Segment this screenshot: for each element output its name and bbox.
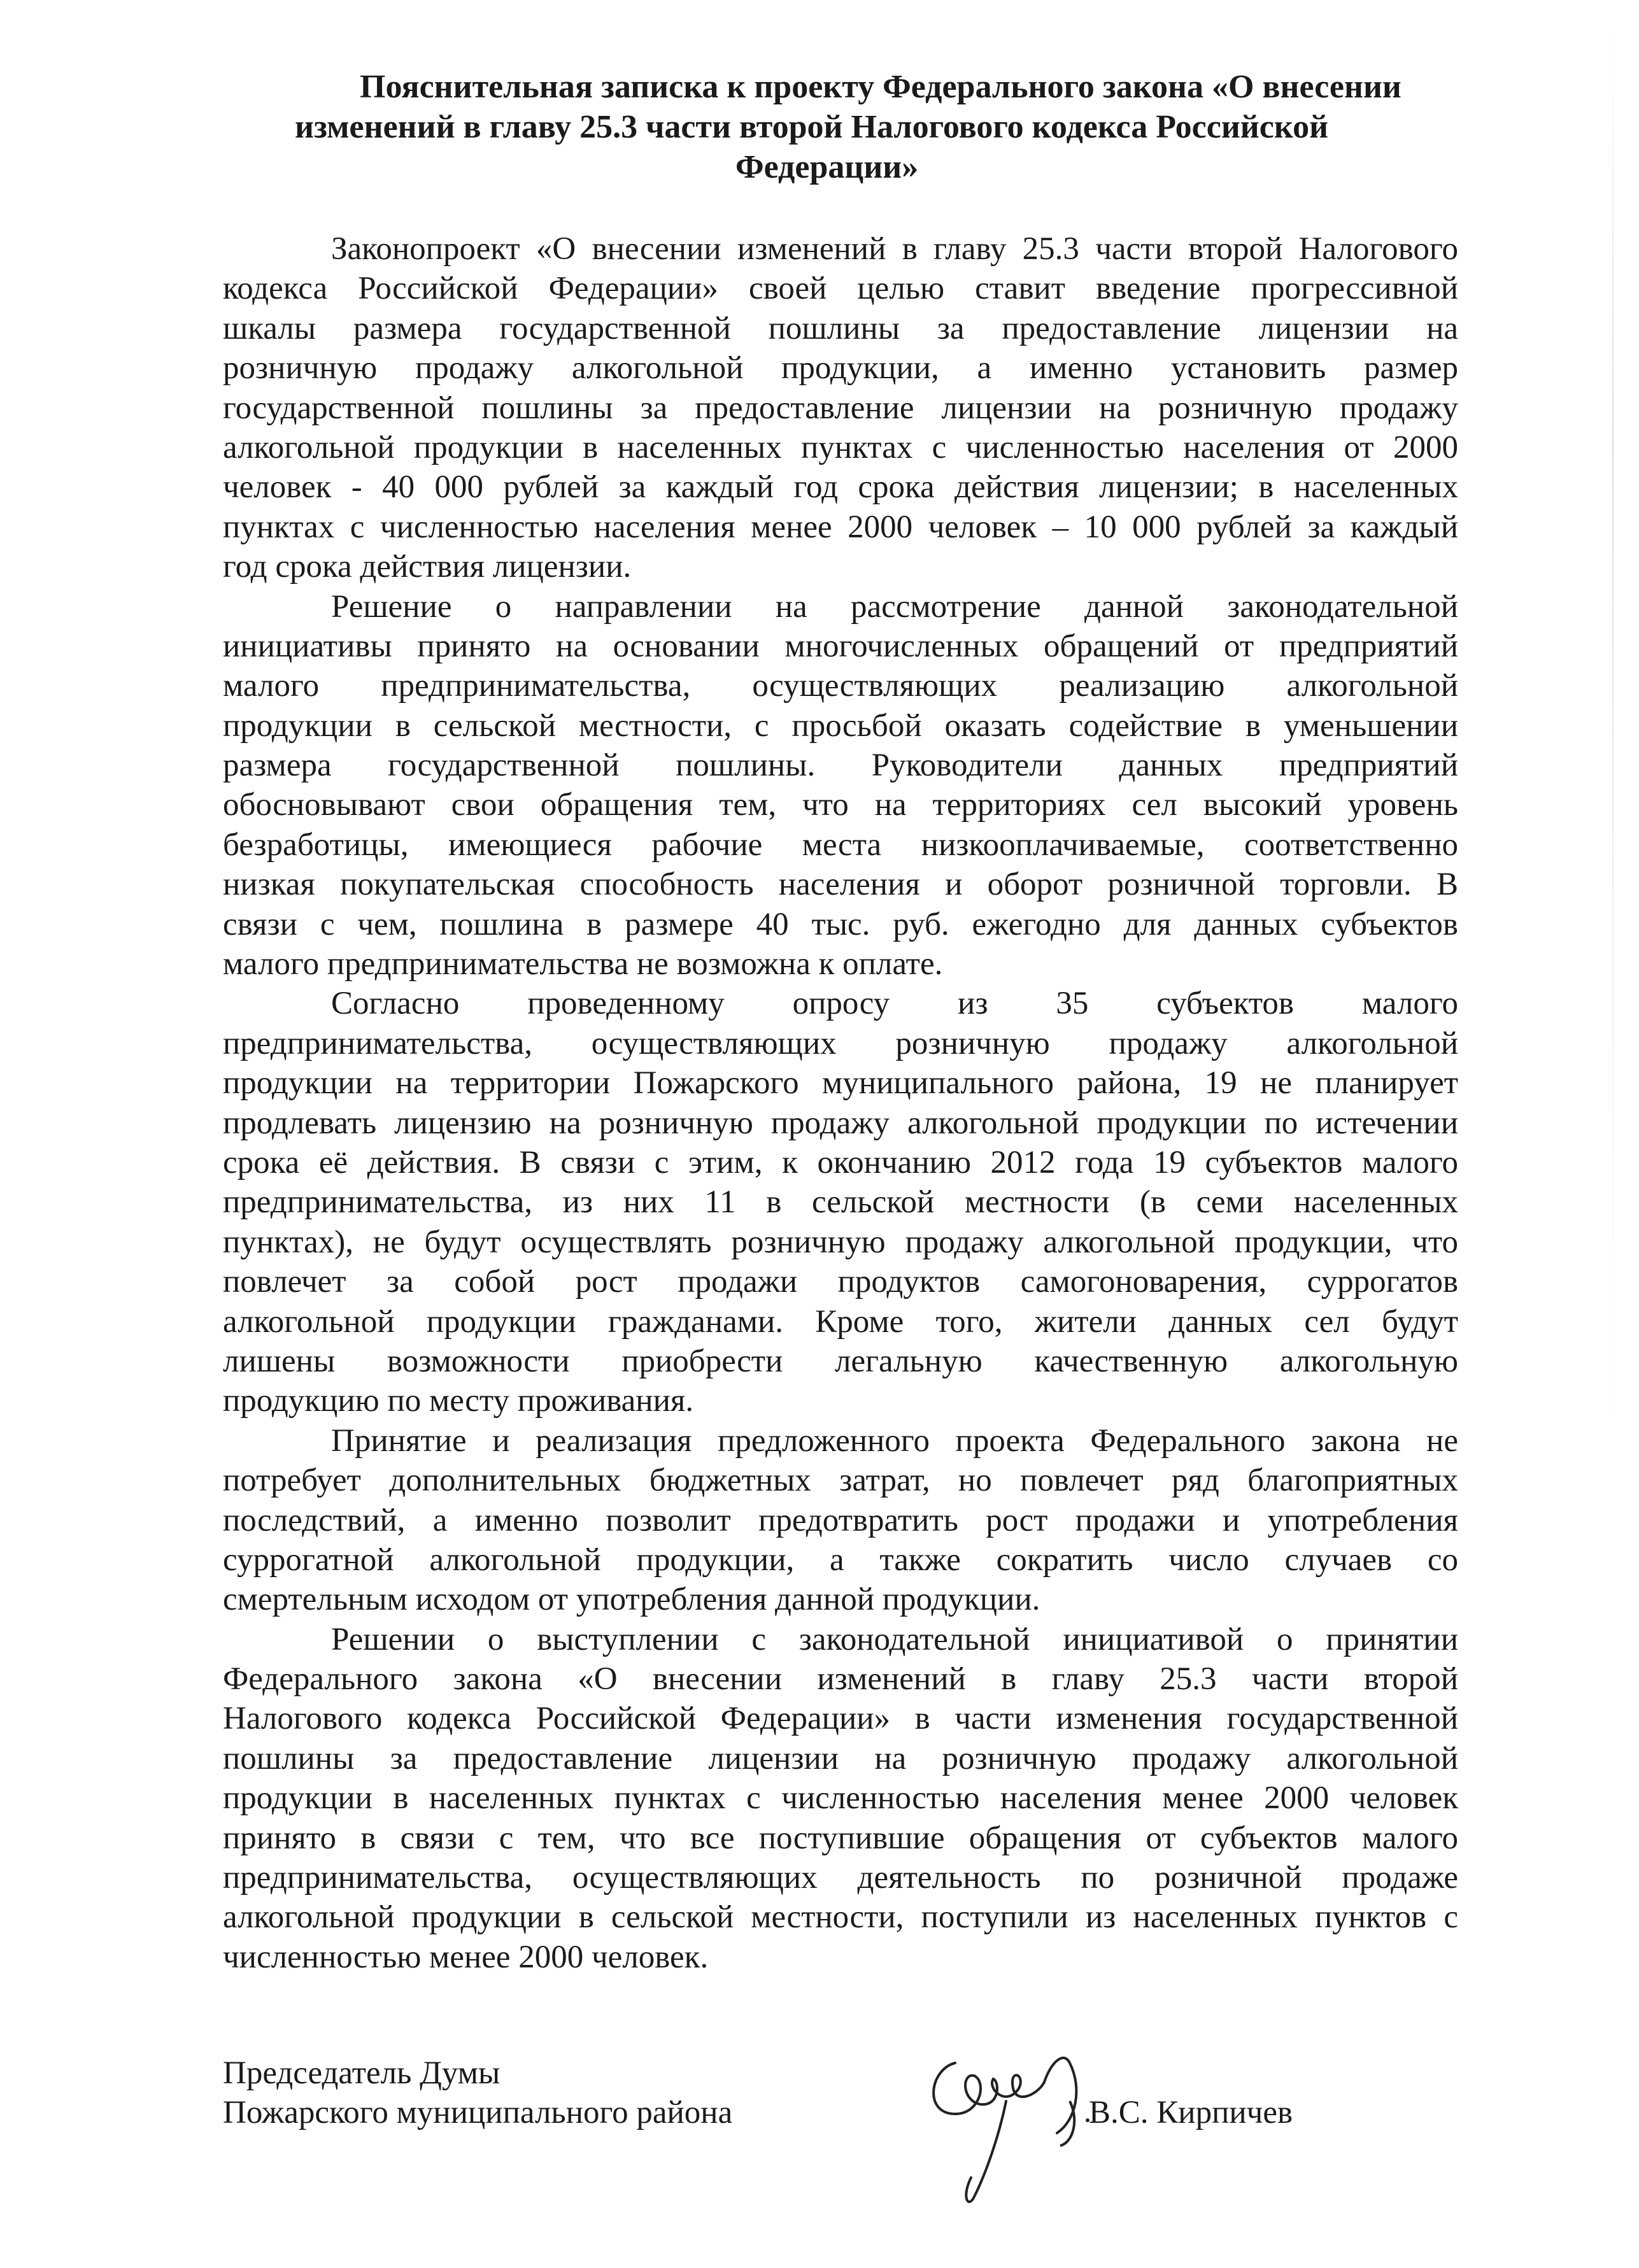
paragraph	[223, 229, 1458, 587]
text-line: алкогольной продукции в населенных пунктах с численностью населения от 2000	[223, 429, 1458, 465]
text-line: розничную продажу алкогольной продукции, а именно установить размер	[223, 350, 1458, 386]
text-line: Налогового кодекса Российской Федерации» в части изменения государственной	[223, 1701, 1458, 1737]
text-line: предпринимательства, из них 11 в сельской местности (в семи населенных	[223, 1184, 1458, 1221]
text-line: Решении о выступлении с законодательной инициативой о принятии	[331, 1621, 1458, 1657]
text-line: Принятие и реализация предложенного проекта Федерального закона не	[331, 1422, 1458, 1459]
text-line: продлевать лицензию на розничную продажу алкогольной продукции по истечении	[223, 1105, 1458, 1141]
text-line: смертельным исходом от употребления данной продукции.	[223, 1582, 1040, 1618]
text-line: малого предпринимательства, осуществляющих реализацию алкогольной	[223, 668, 1458, 704]
position-line: Пожарского муниципального района	[223, 2095, 733, 2130]
text-line: пошлины за предоставление лицензии на розничную продажу алкогольной	[223, 1740, 1458, 1776]
text-line: срока её действия. В связи с этим, к окончанию 2012 года 19 субъектов малого	[223, 1144, 1458, 1180]
text-line: продукции в сельской местности, с просьбой оказать содействие в уменьшении	[223, 707, 1458, 744]
text-line: предпринимательства, осуществляющих розничную продажу алкогольной	[223, 1025, 1458, 1061]
text-line: инициативы принято на основании многочисленных обращений от предприятий	[223, 628, 1458, 664]
text-line: алкогольной продукции гражданами. Кроме того, жители данных сел будут	[223, 1303, 1458, 1340]
text-line: последствий, а именно позволит предотвратить рост продажи и употребления	[223, 1502, 1458, 1538]
title-line: изменений в главу 25.3 части второй Налогового кодекса Российской	[295, 109, 1329, 145]
text-line: низкая покупательская способность населения и оборот розничной торговли. В	[223, 867, 1458, 903]
text-line: повлечет за собой рост продажи продуктов самогоноварения, суррогатов	[223, 1264, 1458, 1300]
handwritten-signature	[917, 2025, 1108, 2216]
text-line: предпринимательства, осуществляющих деятельность по розничной продаже	[223, 1860, 1458, 1896]
text-line: численностью менее 2000 человек.	[223, 1939, 709, 1975]
text-line: суррогатной алкогольной продукции, а также сократить число случаев со	[223, 1542, 1458, 1578]
paragraph	[223, 984, 1458, 1421]
text-line: Федерального закона «О внесении изменений в главу 25.3 части второй	[223, 1661, 1458, 1697]
text-line: алкогольной продукции в сельской местности, поступили из населенных пунктов с	[223, 1899, 1458, 1936]
text-line: Согласно проведенному опросу из 35 субъектов малого	[331, 986, 1458, 1022]
text-line: Решение о направлении на рассмотрение данной законодательной	[331, 588, 1458, 625]
text-line: пунктах с численностью населения менее 2000 человек – 10 000 рублей за каждый	[223, 509, 1458, 545]
text-line: обосновывают свои обращения тем, что на территориях сел высокий уровень	[223, 787, 1458, 823]
text-line: пунктах), не будут осуществлять розничную продажу алкогольной продукции, что	[223, 1224, 1458, 1260]
paragraph	[223, 587, 1458, 984]
position-line: Председатель Думы	[223, 2055, 500, 2091]
title-line: Пояснительная записка к проекту Федерального закона «О внесении	[360, 69, 1401, 105]
document-title	[0, 67, 1639, 187]
text-line: потребует дополнительных бюджетных затрат, но повлечет ряд благоприятных	[223, 1463, 1458, 1499]
scan-edge	[1612, 25, 1614, 1426]
text-line: безработицы, имеющиеся рабочие места низкооплачиваемые, соответственно	[223, 826, 1458, 863]
text-line: Законопроект «О внесении изменений в главу 25.3 части второй Налогового	[331, 231, 1458, 267]
text-line: принято в связи с тем, что все поступившие обращения от субъектов малого	[223, 1820, 1458, 1856]
text-line: год срока действия лицензии.	[223, 549, 632, 585]
text-line: кодекса Российской Федерации» своей целью ставит введение прогрессивной	[223, 271, 1458, 307]
text-line: шкалы размера государственной пошлины за предоставление лицензии на	[223, 310, 1458, 346]
text-line: государственной пошлины за предоставление лицензии на розничную продажу	[223, 390, 1458, 426]
text-line: лишены возможности приобрести легальную качественную алкогольную	[223, 1343, 1458, 1379]
paragraph	[223, 1620, 1458, 1978]
text-line: продукцию по месту проживания.	[223, 1383, 694, 1419]
text-line: малого предпринимательства не возможна к оплате.	[223, 946, 943, 982]
text-line: связи с чем, пошлина в размере 40 тыс. руб. ежегодно для данных субъектов	[223, 906, 1458, 942]
title-line: Федерации»	[735, 149, 919, 185]
paragraph	[223, 1421, 1458, 1620]
text-line: продукции в населенных пунктах с численностью населения менее 2000 человек	[223, 1780, 1458, 1817]
signature-position	[223, 2053, 732, 2132]
text-line: человек - 40 000 рублей за каждый год срока действия лицензии; в населенных	[223, 469, 1458, 506]
text-line: размера государственной пошлины. Руководители данных предприятий	[223, 748, 1458, 784]
signer-name: В.С. Кирпичев	[1089, 2095, 1293, 2130]
text-line: продукции на территории Пожарского муниципального района, 19 не планирует	[223, 1065, 1458, 1102]
document-body	[223, 229, 1458, 1977]
